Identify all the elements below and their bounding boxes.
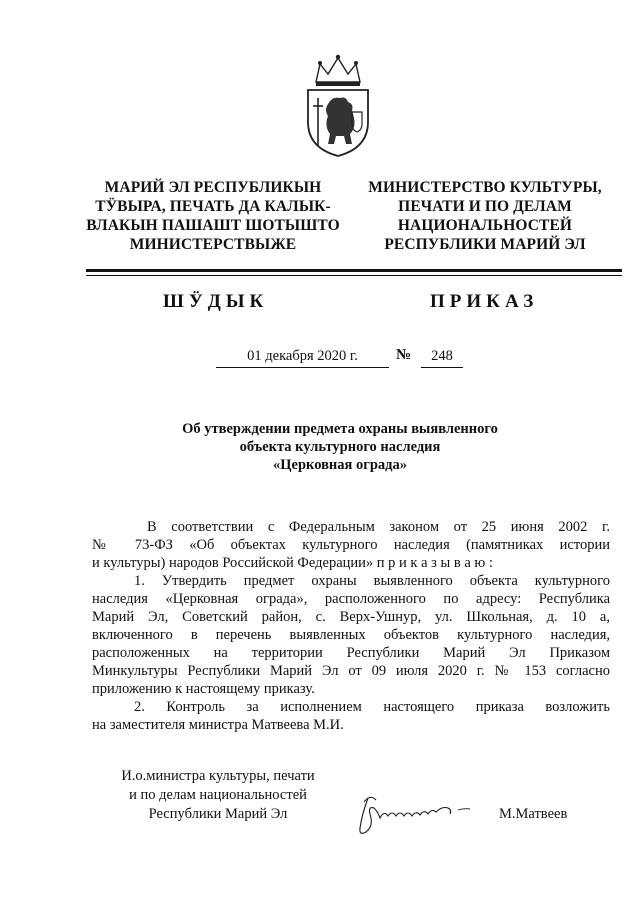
body-line: 2. Контроль за исполнением настоящего приказа возложить [134,699,610,715]
position-line: И.о.министра культуры, печати [121,768,315,784]
body-line: Марий Эл, Советский район, с. Верх-Ушнур, ул. Школьная, д. 10 а, [92,609,610,625]
order-number: 248 [421,348,463,368]
doc-type-russian: ПРИКАЗ [430,291,539,312]
body-line: № 73-ФЗ «Об объектах культурного наследия (памятниках истории [92,537,610,553]
header-divider-thick [86,269,622,272]
header-left-line: ТӰВЫРА, ПЕЧАТЬ ДА КАЛЫК- [95,198,331,215]
handwritten-signature-icon [340,788,490,838]
body-line: 1. Утвердить предмет охраны выявленного объекта культурного [134,573,610,589]
body-line: приложению к настоящему приказу. [92,681,315,697]
title-line: объекта культурного наследия [239,439,441,455]
body-line: включенного в перечень выявленных объектов культурного наследия, [92,627,610,643]
title-line: «Церковная ограда» [273,457,407,473]
signatory-position [108,767,328,824]
paragraph-item-1 [92,572,610,698]
body-line: на заместителя министра Матвеева М.И. [92,717,344,733]
document-title [120,420,560,474]
doc-type-mari: ШӰДЫК [163,291,269,312]
header-left-line: МАРИЙ ЭЛ РЕСПУБЛИКЫН [104,179,322,196]
body-line: наследия «Церковная ограда», расположенного по адресу: Республика [92,591,610,607]
coat-of-arms-icon [302,52,374,160]
signer-name: М.Матвеев [499,806,568,822]
header-right-russian [360,178,610,254]
body-line: расположенных на территории Республики Марий Эл Приказом [92,645,610,661]
position-line: и по делам национальностей [129,787,307,803]
header-right-line: МИНИСТЕРСТВО КУЛЬТУРЫ, [368,179,602,196]
header-right-line: ПЕЧАТИ И ПО ДЕЛАМ [398,198,572,215]
number-sign: № [396,347,412,363]
header-left-line: МИНИСТЕРСТВЫЖЕ [129,236,297,253]
order-date: 01 декабря 2020 г. [216,348,389,368]
position-line: Республики Марий Эл [148,806,288,822]
header-right-line: РЕСПУБЛИКИ МАРИЙ ЭЛ [384,236,586,253]
body-line: Минкультуры Республики Марий Эл от 09 июля 2020 г. № 153 согласно [92,663,610,679]
document-body [92,518,610,734]
title-line: Об утверждении предмета охраны выявленного [182,421,498,437]
header-left-mari [78,178,348,254]
paragraph-item-2 [92,698,610,734]
body-line: В соответствии с Федеральным законом от 25 июня 2002 г. [147,519,610,535]
header-left-line: ВЛАКЫН ПАШАШТ ШОТЫШТО [86,217,340,234]
header-right-line: НАЦИОНАЛЬНОСТЕЙ [397,217,573,234]
header-divider-thin [86,275,622,276]
body-line: и культуры) народов Российской Федерации» п р и к а з ы в а ю : [92,555,493,571]
paragraph-preamble [92,518,610,572]
